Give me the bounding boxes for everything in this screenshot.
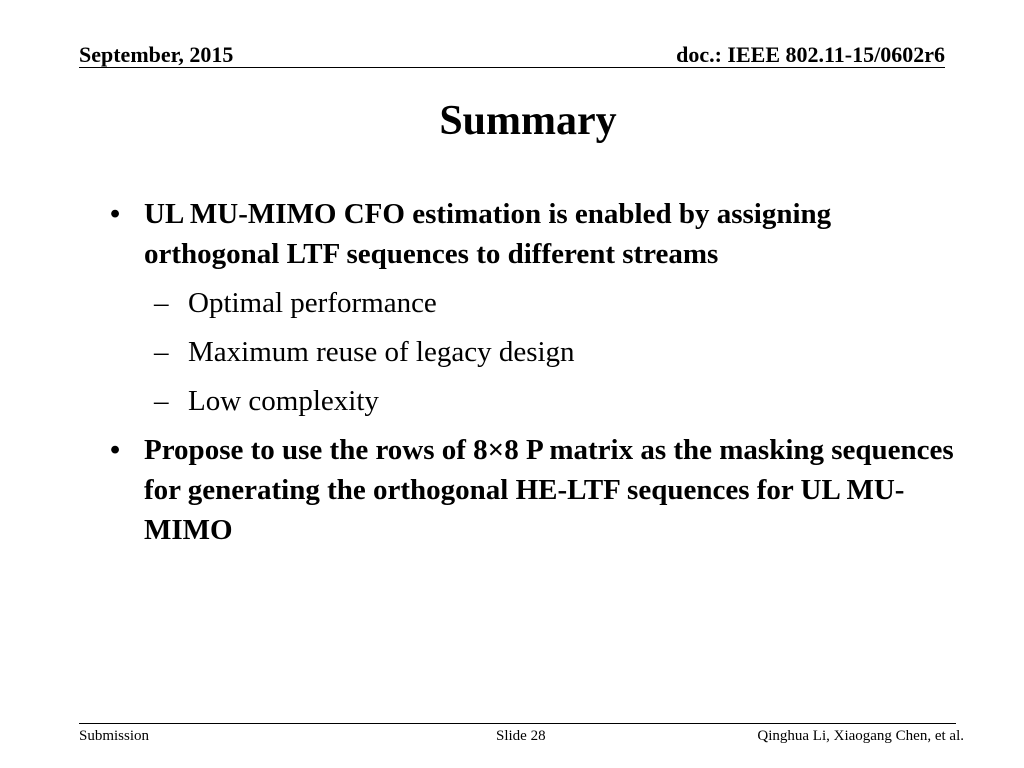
footer-slide-number: Slide 28 <box>496 728 546 744</box>
bullet-item <box>100 194 970 274</box>
sub-bullet-text: Optimal performance <box>188 287 437 319</box>
header-date: September, 2015 <box>79 42 234 67</box>
footer-divider <box>79 723 956 724</box>
header-divider <box>79 67 945 68</box>
sub-bullet-marker: – <box>154 287 169 319</box>
bullet-marker: • <box>110 198 121 230</box>
bullet-text: UL MU-MIMO CFO estimation is enabled by assigning orthogonal LTF sequences to different streams <box>144 198 832 270</box>
sub-bullet-text: Maximum reuse of legacy design <box>188 336 575 368</box>
sub-bullet-item <box>100 332 970 372</box>
slide-title: Summary <box>439 98 617 144</box>
sub-bullet-item <box>100 283 970 323</box>
sub-bullet-text: Low complexity <box>188 385 379 417</box>
sub-bullet-marker: – <box>154 336 169 368</box>
bullet-item <box>100 430 970 550</box>
footer-authors: Qinghua Li, Xiaogang Chen, et al. <box>757 728 964 744</box>
bullet-marker: • <box>110 434 121 466</box>
footer-submission: Submission <box>79 728 150 744</box>
bullet-text: Propose to use the rows of 8×8 P matrix as the masking sequences for generating the orthogonal HE-LTF sequences for UL MU-MIMO <box>144 434 954 546</box>
sub-bullet-marker: – <box>154 385 169 417</box>
slide-body <box>100 194 970 550</box>
sub-bullet-item <box>100 381 970 421</box>
header-doc-id: doc.: IEEE 802.11-15/0602r6 <box>676 42 945 67</box>
